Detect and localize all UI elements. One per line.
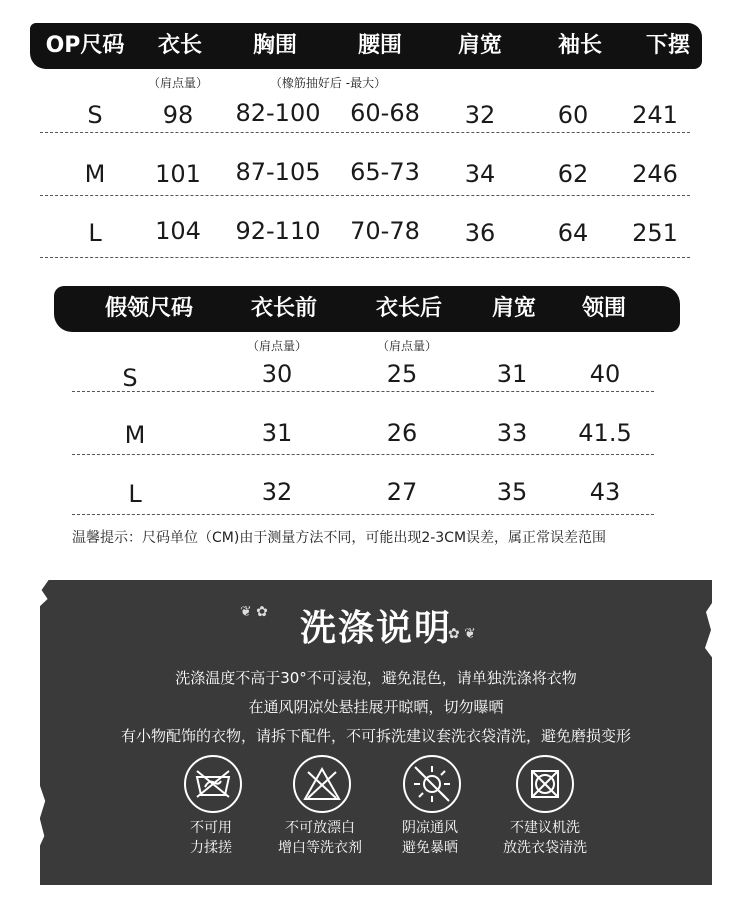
- chest-cell: 92-110: [235, 217, 321, 245]
- length-cell: 101: [155, 160, 201, 188]
- collar-cell: 40: [589, 360, 621, 388]
- floral-decoration-right-icon: ✿ ❦: [448, 626, 476, 642]
- label-line: 增白等洗衣剂: [278, 840, 362, 856]
- header-op-size: OP尺码: [45, 33, 125, 58]
- label-line: 不可放漂白: [285, 820, 355, 836]
- header-sleeve: 袖长: [557, 33, 602, 58]
- shoulder-cell: 36: [464, 219, 496, 247]
- header-collar: 领围: [581, 296, 626, 321]
- note-length-measure: （肩点量）: [147, 76, 208, 90]
- shoulder-cell: 34: [464, 160, 496, 188]
- label-line: 避免暴晒: [402, 840, 458, 856]
- row-divider: [40, 132, 690, 133]
- no-machine-wash-label: [485, 818, 605, 858]
- brush-edge: [38, 780, 47, 850]
- front-length-cell: 31: [261, 419, 293, 447]
- note-chest-measure: （橡筋抽好后 -最大）: [269, 76, 387, 90]
- header-back-length: 衣长后: [375, 296, 442, 321]
- waist-cell: 65-73: [350, 158, 420, 186]
- header-length: 衣长: [157, 33, 202, 58]
- header-shoulder: 肩宽: [491, 296, 536, 321]
- size-tip: 温馨提示：尺码单位（CM)由于测量方法不同，可能出现2-3CM误差，属正常误差范围: [72, 530, 607, 546]
- wash-line-3: 有小物配饰的衣物，请拆下配件，不可拆洗建议套洗衣袋清洗，避免磨损变形: [120, 727, 631, 745]
- row-divider: [40, 257, 690, 258]
- row-divider: [72, 514, 654, 515]
- chest-cell: 87-105: [235, 158, 321, 186]
- back-length-cell: 25: [386, 360, 418, 388]
- row-divider: [72, 454, 654, 455]
- sleeve-cell: 60: [557, 101, 589, 129]
- hem-cell: 246: [632, 160, 678, 188]
- label-line: 不可用: [190, 820, 232, 836]
- no-hand-wash-label: [151, 818, 271, 858]
- collar-cell: 41.5: [578, 419, 632, 447]
- no-bleach-icon: [293, 755, 351, 813]
- label-line: 不建议机洗: [510, 820, 580, 836]
- length-cell: 104: [155, 217, 201, 245]
- row-divider: [40, 195, 690, 196]
- label-line: 放洗衣袋清洗: [503, 840, 587, 856]
- shoulder-cell: 33: [496, 419, 528, 447]
- note-back-measure: （肩点量）: [376, 339, 437, 353]
- shade-dry-icon: [403, 755, 461, 813]
- no-bleach-label: [260, 818, 380, 858]
- shoulder-cell: 35: [496, 478, 528, 506]
- size-cell: S: [122, 364, 138, 392]
- floral-decoration-left-icon: ❦ ✿: [240, 604, 268, 620]
- sleeve-cell: 64: [557, 219, 589, 247]
- back-length-cell: 26: [386, 419, 418, 447]
- label-line: 阴凉通风: [402, 820, 458, 836]
- header-waist: 腰围: [357, 33, 402, 58]
- size-cell: M: [84, 160, 106, 188]
- chest-cell: 82-100: [235, 99, 321, 127]
- front-length-cell: 30: [261, 360, 293, 388]
- wash-title: 洗涤说明: [299, 608, 452, 649]
- waist-cell: 60-68: [350, 99, 420, 127]
- sleeve-cell: 62: [557, 160, 589, 188]
- length-cell: 98: [162, 101, 194, 129]
- hem-cell: 251: [632, 219, 678, 247]
- shade-dry-label: [370, 818, 490, 858]
- header-shoulder: 肩宽: [457, 33, 502, 58]
- size-cell: M: [124, 421, 146, 449]
- shoulder-cell: 32: [464, 101, 496, 129]
- waist-cell: 70-78: [350, 217, 420, 245]
- wash-instructions-panel: [40, 580, 712, 885]
- header-collar-size: 假领尺码: [104, 296, 193, 321]
- no-hand-wash-icon: [184, 755, 242, 813]
- collar-cell: 43: [589, 478, 621, 506]
- header-front-length: 衣长前: [250, 296, 317, 321]
- back-length-cell: 27: [386, 478, 418, 506]
- shoulder-cell: 31: [496, 360, 528, 388]
- no-machine-wash-icon: [516, 755, 574, 813]
- note-front-measure: （肩点量）: [246, 339, 307, 353]
- header-hem: 下摆: [645, 33, 690, 58]
- hem-cell: 241: [632, 101, 678, 129]
- wash-line-1: 洗涤温度不高于30°不可浸泡，避免混色，请单独洗涤将衣物: [175, 669, 577, 687]
- row-divider: [72, 391, 654, 392]
- size-cell: S: [87, 101, 103, 129]
- label-line: 力揉搓: [190, 840, 232, 856]
- header-chest: 胸围: [252, 33, 297, 58]
- op-size-header-bar: [30, 23, 702, 69]
- size-cell: L: [88, 219, 102, 247]
- collar-size-header-bar: [54, 286, 680, 332]
- size-cell: L: [128, 480, 142, 508]
- wash-line-2: 在通风阴凉处悬挂展开晾晒，切勿曝晒: [248, 698, 504, 716]
- front-length-cell: 32: [261, 478, 293, 506]
